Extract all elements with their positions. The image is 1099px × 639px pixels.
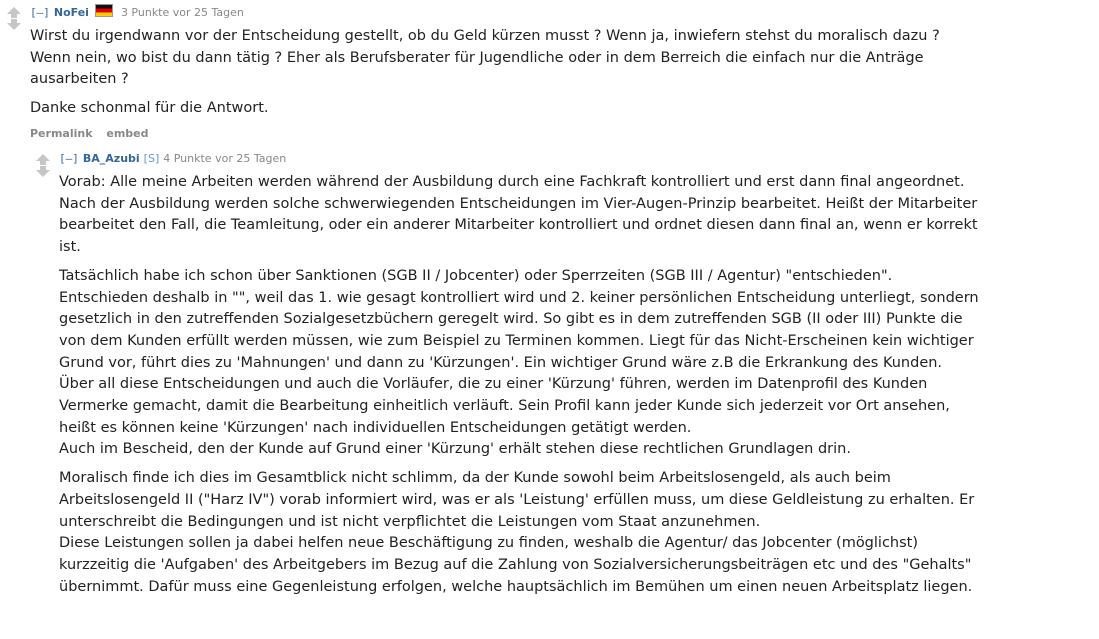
embed-link[interactable]: embed: [106, 126, 149, 140]
comment-author[interactable]: NoFei: [53, 6, 89, 19]
collapse-toggle[interactable]: [–]: [59, 152, 79, 165]
comment-body: [30, 26, 960, 120]
comment-time: vor 25 Tagen: [172, 6, 244, 19]
comment-actions: [30, 127, 960, 140]
comment-score: 4 Punkte: [163, 152, 212, 165]
vote-controls: [6, 7, 22, 30]
comment-paragraph: Tatsächlich habe ich schon über Sanktionen (SGB II / Jobcenter) oder Sperrzeiten (SGB III / Agentur) "entschieden". Entschieden deshalb in "", weil das 1. wie gesagt kontrolliert wird und 2. keiner persönlichen Entscheidung unterliegt, sondern gesetzlich in den zutreffenden Sozialgesetzbüchern geregelt wird. So gibt es in dem zutreffenden SGB (II oder III) Punkte die von dem Kunden erfüllt werden müssen, wie zum Beispiel zu Terminen kommen. Liegt für das Nicht-Erscheinen kein wichtiger Grund vor, führt dies zu 'Mahnungen' und dann zu 'Kürzungen'. Ein wichtiger Grund wäre z.B die Erkrankung des Kunden. Über all diese Entscheidungen und auch die Vorläufer, die zu einer 'Kürzung' führen, werden im Datenprofil des Kunden Vermerke gemacht, damit die Bearbeitung einheitlich verläuft. Sein Profil kann jeder Kunde sich jederzeit vor Ort ansehen, heißt es können keine 'Kürzungen' nach individuellen Entscheidungen getätigt werden. Auch im Bescheid, den der Kunde auf Grund einer 'Kürzung' erhält stehen diese rechtlichen Grundlagen drin.: [59, 267, 979, 458]
comment-score: 3 Punkte: [120, 6, 170, 19]
downvote-arrow-icon[interactable]: [7, 23, 21, 30]
comment-entry: [59, 151, 979, 605]
germany-flag-icon: [95, 4, 113, 17]
upvote-arrow-icon[interactable]: [7, 7, 21, 14]
comment-paragraph: Moralisch finde ich dies im Gesamtblick nicht schlimm, da der Kunde sowohl beim Arbeitslosengeld, als auch beim Arbeitslosengeld II ("Harz IV") vorab informiert wird, was er als 'Leistung' erfüllen muss, um diese Geldleistung zu erhalten. Er unterschreibt die Bedingungen und ist nicht verpflichtet die Leistungen vom Staat anzunehmen. Diese Leistungen sollen ja dabei helfen neue Beschäftigung zu finden, weshalb die Agentur/ das Jobcenter (möglichst) kurzzeitig die 'Aufgaben' des Arbeitgebers im Bezug auf die Zahlung von Sozialversicherungsbeiträgen etc und des "Gehalts" übernimmt. Dafür muss eine Gegenleistung erfolgen, welche hauptsächlich im Bemühen um einen neuen Arbeitsplatz liegen.: [59, 470, 975, 595]
collapse-toggle[interactable]: [–]: [30, 6, 50, 19]
comment-tagline: [59, 151, 979, 167]
comment-paragraph: Vorab: Alle meine Arbeiten werden während der Ausbildung durch eine Fachkraft kontrolliert und erst dann final angeordnet. Nach der Ausbildung werden solche schwerwiegenden Entscheidungen im Vier-Augen-Prinzip bearbeitet. Heißt der Mitarbeiter bearbeitet den Fall, die Teamleitung, oder ein anderer Mitarbeiter kontrolliert und ordnet diesen dann final an, wenn er korrekt ist.: [59, 174, 978, 256]
upvote-arrow-icon[interactable]: [36, 154, 50, 161]
comment-tagline: [30, 4, 960, 21]
permalink-link[interactable]: Permalink: [30, 126, 93, 140]
comment-entry: [30, 4, 960, 140]
comment-author[interactable]: BA_Azubi: [82, 152, 140, 165]
vote-controls: [35, 154, 51, 177]
comment-time: vor 25 Tagen: [215, 152, 287, 165]
comment-body: [59, 172, 979, 598]
submitter-tag[interactable]: [S]: [143, 152, 160, 165]
comment-paragraph: Wirst du irgendwann vor der Entscheidung gestellt, ob du Geld kürzen musst ? Wenn ja, inwiefern stehst du moralisch dazu ? Wenn nein, wo bist du dann tätig ? Eher als Berufsberater für Jugendliche oder in dem Berreich die einfach nur die Anträge ausarbeiten ?: [30, 28, 940, 88]
comment-paragraph: Danke schonmal für die Antwort.: [30, 100, 269, 117]
downvote-arrow-icon[interactable]: [36, 170, 50, 177]
